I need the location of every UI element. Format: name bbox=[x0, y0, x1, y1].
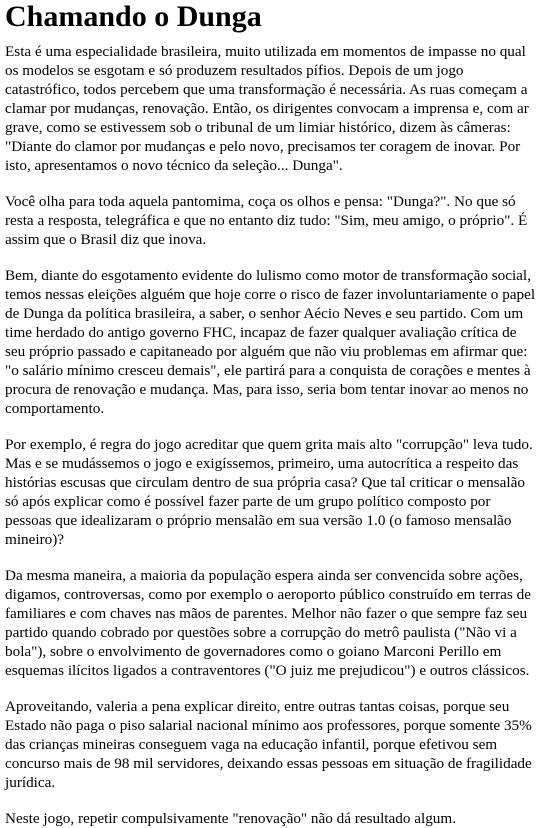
paragraph: Neste jogo, repetir compulsivamente "renovação" não dá resultado algum. bbox=[5, 810, 456, 827]
article-title: Chamando o Dunga bbox=[5, 0, 262, 33]
paragraph: Por exemplo, é regra do jogo acreditar que quem grita mais alto "corrupção" leva tudo. Mas e se mudássemos o jogo e exigíssemos, primeiro, uma autocrítica a respeito das histórias escusas que circulam dentro de sua própria casa? Que tal criticar o mensalão só após explicar como é possível fazer parte de um grupo político composto por pessoas que idealizaram o próprio mensalão em sua versão 1.0 (o famoso mensalão mineiro)? bbox=[5, 436, 533, 548]
paragraph: Bem, diante do esgotamento evidente do lulismo como motor de transformação social, temos nessas eleições alguém que hoje corre o risco de fazer involuntariamente o papel de Dunga da política brasileira, a saber, o senhor Aécio Neves e seu partido. Com um time herdado do antigo governo FHC, incapaz de fazer qualquer avaliação crítica de seu próprio passado e capitaneado por alguém que não viu problemas em afirmar que: "o salário mínimo cresceu demais", ele partirá para a conquista de corações e mentes à procura de renovação e mudança. Mas, para isso, seria bom tentar inovar ao menos no comportamento. bbox=[5, 267, 536, 417]
paragraph: Esta é uma especialidade brasileira, muito utilizada em momentos de impasse no qual os modelos se esgotam e só produzem resultados pífios. Depois de um jogo catastrófico, todos percebem que uma transformação é necessária. As ruas começam a clamar por mudanças, renovação. Então, os dirigentes convocam a imprensa e, com ar grave, como se estivessem sob o tribunal de um limiar histórico, dizem às câmeras: "Diante do clamor por mudanças e pelo novo, precisamos ter coragem de inovar. Por isto, apresentamos o novo técnico da seleção... Dunga". bbox=[5, 43, 529, 174]
paragraph: Você olha para toda aquela pantomima, coça os olhos e pensa: "Dunga?". No que só resta a resposta, telegráfica e que no entanto diz tudo: "Sim, meu amigo, o próprio". É assim que o Brasil diz que inova. bbox=[5, 193, 528, 248]
paragraph: Da mesma maneira, a maioria da população espera ainda ser convencida sobre ações, digamos, controversas, como por exemplo o aeroporto público construído em terras de familiares e com chaves nas mãos de parentes. Melhor não fazer o que sempre faz seu partido quando cobrado por questões sobre a corrupção do metrô paulista ("Não vi a bola"), sobre o envolvimento de governadores como o goiano Marconi Perillo em esquemas ilícitos ligados a contraventores ("O juiz me prejudicou") e outros clássicos. bbox=[5, 567, 531, 679]
paragraph: Aproveitando, valeria a pena explicar direito, entre outras tantas coisas, porque seu Estado não paga o piso salarial nacional mínimo aos professores, porque somente 35% das crianças mineiras conseguem vaga na educação infantil, porque efetivou sem concurso mais de 98 mil servidores, deixando essas pessoas em situação de fragilidade jurídica. bbox=[5, 698, 532, 791]
article-body bbox=[5, 42, 536, 828]
